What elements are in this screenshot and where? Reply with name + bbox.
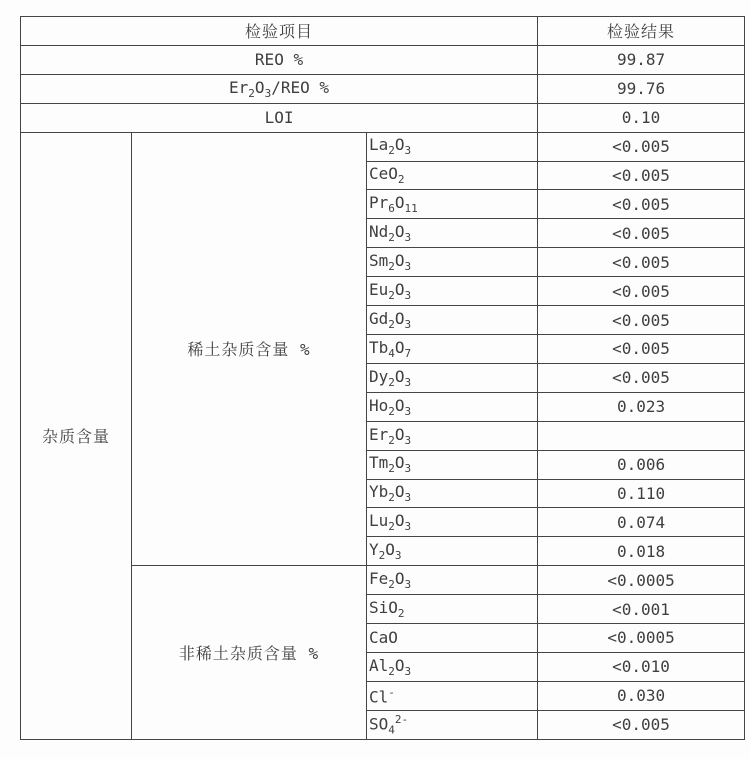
compound-result-value: 0.074 [538, 508, 745, 537]
summary-row [21, 103, 745, 132]
compound-name: $Lu_2O_3$ [367, 508, 538, 537]
compound-result-value: <0.005 [538, 334, 745, 363]
compound-result-value: 0.110 [538, 479, 745, 508]
compound-result-value: <0.005 [538, 219, 745, 248]
compound-result-value: 0.030 [538, 681, 745, 710]
compound-result-value: 0.023 [538, 392, 745, 421]
summary-result-value: 99.76 [538, 74, 745, 103]
compound-name: $Er_2O_3$ [367, 421, 538, 450]
summary-row [21, 74, 745, 103]
compound-name: $Dy_2O_3$ [367, 363, 538, 392]
compound-result-value: <0.005 [538, 363, 745, 392]
compound-name: $Y_2O_3$ [367, 537, 538, 566]
compound-name: CeO$_2$ [367, 161, 538, 190]
compound-name: $Yb_2O_3$ [367, 479, 538, 508]
impurity-row [21, 132, 745, 161]
compound-result-value: <0.005 [538, 306, 745, 335]
summary-item-label: $Er_2O_3$/REO % [21, 74, 538, 103]
table-body [21, 17, 745, 740]
compound-result-value: 0.006 [538, 450, 745, 479]
summary-row [21, 45, 745, 74]
compound-result-value: <0.001 [538, 595, 745, 624]
compound-result-value [538, 421, 745, 450]
impurity-group-label: 稀土杂质含量 % [132, 132, 367, 566]
header-row [21, 17, 745, 46]
compound-name: SiO$_2$ [367, 595, 538, 624]
compound-name: $Fe_2O_3$ [367, 566, 538, 595]
compound-name: $La_2O_3$ [367, 132, 538, 161]
compound-result-value: 0.018 [538, 537, 745, 566]
compound-result-value: <0.010 [538, 652, 745, 681]
summary-result-value: 99.87 [538, 45, 745, 74]
compound-name: CaO [367, 624, 538, 653]
compound-result-value: <0.005 [538, 190, 745, 219]
compound-result-value: <0.005 [538, 161, 745, 190]
compound-name: $Pr_6O_{11}$ [367, 190, 538, 219]
compound-name: $Gd_2O_3$ [367, 306, 538, 335]
compound-result-value: <0.005 [538, 277, 745, 306]
compound-name: $SO_4^{2-}$ [367, 710, 538, 739]
compound-name: Cl- [367, 681, 538, 710]
inspection-report-table [20, 16, 745, 740]
impurity-section-label: 杂质含量 [21, 132, 132, 739]
compound-name: $Sm_2O_3$ [367, 248, 538, 277]
compound-name: $Al_2O_3$ [367, 652, 538, 681]
compound-name: $Tb_4O_7$ [367, 334, 538, 363]
document-page [20, 16, 745, 740]
compound-result-value: <0.0005 [538, 624, 745, 653]
header-inspection-result: 检验结果 [538, 17, 745, 46]
impurity-group-label: 非稀土杂质含量 % [132, 566, 367, 740]
compound-result-value: <0.005 [538, 132, 745, 161]
compound-result-value: <0.0005 [538, 566, 745, 595]
compound-name: $Nd_2O_3$ [367, 219, 538, 248]
summary-result-value: 0.10 [538, 103, 745, 132]
compound-result-value: <0.005 [538, 710, 745, 739]
summary-item-label: LOI [21, 103, 538, 132]
summary-item-label: REO % [21, 45, 538, 74]
header-inspection-item: 检验项目 [21, 17, 538, 46]
compound-result-value: <0.005 [538, 248, 745, 277]
compound-name: $Eu_2O_3$ [367, 277, 538, 306]
compound-name: $Tm_2O_3$ [367, 450, 538, 479]
compound-name: $Ho_2O_3$ [367, 392, 538, 421]
